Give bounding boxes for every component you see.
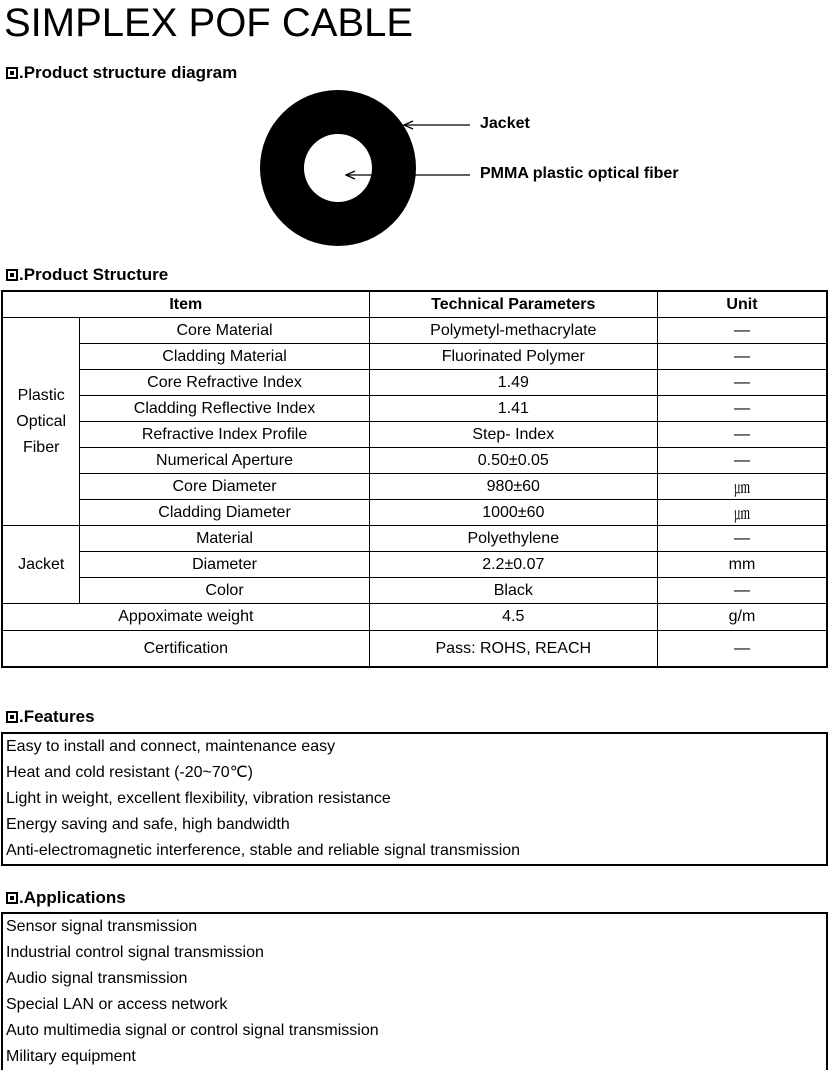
table-row	[2, 474, 827, 500]
row-item: Refractive Index Profile	[80, 422, 369, 448]
list-item: Energy saving and safe, high bandwidth	[6, 816, 290, 833]
row-unit: —	[657, 370, 827, 396]
features-list	[1, 732, 828, 866]
table-row	[2, 604, 827, 631]
table-row	[2, 448, 827, 474]
row-param: Polymetyl-methacrylate	[369, 318, 657, 344]
group-plastic-optical-fiber: Plastic Optical Fiber	[2, 318, 80, 526]
jacket-label: Jacket	[480, 115, 530, 132]
checkbox-square-icon	[6, 67, 18, 79]
product-structure-table	[1, 290, 828, 668]
header-item: Item	[2, 291, 369, 318]
row-item: Cladding Reflective Index	[80, 396, 369, 422]
applications-list	[1, 912, 828, 1070]
table-row	[2, 318, 827, 344]
list-item: Auto multimedia signal or control signal transmission	[6, 1022, 379, 1039]
row-param: 980±60	[369, 474, 657, 500]
row-item: Appoximate weight	[2, 604, 369, 631]
row-param: 1.49	[369, 370, 657, 396]
row-item: Core Material	[80, 318, 369, 344]
list-item: Anti-electromagnetic interference, stable and reliable signal transmission	[6, 842, 521, 859]
section-heading-applications: .Applications	[6, 887, 126, 909]
list-item: Special LAN or access network	[6, 996, 228, 1013]
row-item: Cladding Diameter	[80, 500, 369, 526]
checkbox-square-icon	[6, 892, 18, 904]
row-unit: —	[657, 396, 827, 422]
row-unit: —	[657, 344, 827, 370]
group-jacket: Jacket	[2, 526, 80, 604]
header-unit: Unit	[657, 291, 827, 318]
table-row	[2, 552, 827, 578]
page-title: SIMPLEX POF CABLE	[4, 1, 414, 45]
list-item: Light in weight, excellent flexibility, vibration resistance	[6, 790, 391, 807]
row-unit: mm	[657, 552, 827, 578]
checkbox-square-icon	[6, 269, 18, 281]
table-row	[2, 344, 827, 370]
row-param: Fluorinated Polymer	[369, 344, 657, 370]
row-param: 1.41	[369, 396, 657, 422]
row-param: Black	[369, 578, 657, 604]
table-header-row	[2, 291, 827, 318]
cable-cross-section-diagram	[0, 90, 830, 255]
row-unit: —	[657, 318, 827, 344]
checkbox-square-icon	[6, 711, 18, 723]
row-item: Diameter	[80, 552, 369, 578]
table-row	[2, 578, 827, 604]
row-unit: —	[657, 526, 827, 552]
list-item: Sensor signal transmission	[6, 918, 198, 935]
row-unit: ㎛	[657, 474, 827, 500]
row-unit: —	[657, 631, 827, 668]
list-item: Audio signal transmission	[6, 970, 188, 987]
fiber-core	[304, 134, 372, 202]
row-item: Color	[80, 578, 369, 604]
row-param: Pass: ROHS, REACH	[369, 631, 657, 668]
list-item: Military equipment	[6, 1048, 136, 1065]
table-row	[2, 422, 827, 448]
table-row	[2, 526, 827, 552]
row-unit: —	[657, 422, 827, 448]
row-item: Core Refractive Index	[80, 370, 369, 396]
row-unit: —	[657, 578, 827, 604]
row-unit: g/m	[657, 604, 827, 631]
fiber-label: PMMA plastic optical fiber	[480, 165, 679, 182]
row-item: Core Diameter	[80, 474, 369, 500]
row-item: Certification	[2, 631, 369, 668]
row-param: 2.2±0.07	[369, 552, 657, 578]
list-item: Easy to install and connect, maintenance easy	[6, 738, 336, 755]
row-item: Numerical Aperture	[80, 448, 369, 474]
row-param: 0.50±0.05	[369, 448, 657, 474]
row-unit: ㎛	[657, 500, 827, 526]
table-row	[2, 396, 827, 422]
row-param: Polyethylene	[369, 526, 657, 552]
row-item: Cladding Material	[80, 344, 369, 370]
table-row	[2, 631, 827, 668]
section-heading-structure: .Product Structure	[6, 264, 168, 286]
table-row	[2, 500, 827, 526]
list-item: Heat and cold resistant (-20~70℃)	[6, 764, 253, 781]
section-heading-diagram: .Product structure diagram	[6, 62, 237, 84]
list-item: Industrial control signal transmission	[6, 944, 264, 961]
row-item: Material	[80, 526, 369, 552]
row-param: 1000±60	[369, 500, 657, 526]
row-param: Step- Index	[369, 422, 657, 448]
row-param: 4.5	[369, 604, 657, 631]
header-parameters: Technical Parameters	[369, 291, 657, 318]
row-unit: —	[657, 448, 827, 474]
section-heading-features: .Features	[6, 706, 95, 728]
table-row	[2, 370, 827, 396]
